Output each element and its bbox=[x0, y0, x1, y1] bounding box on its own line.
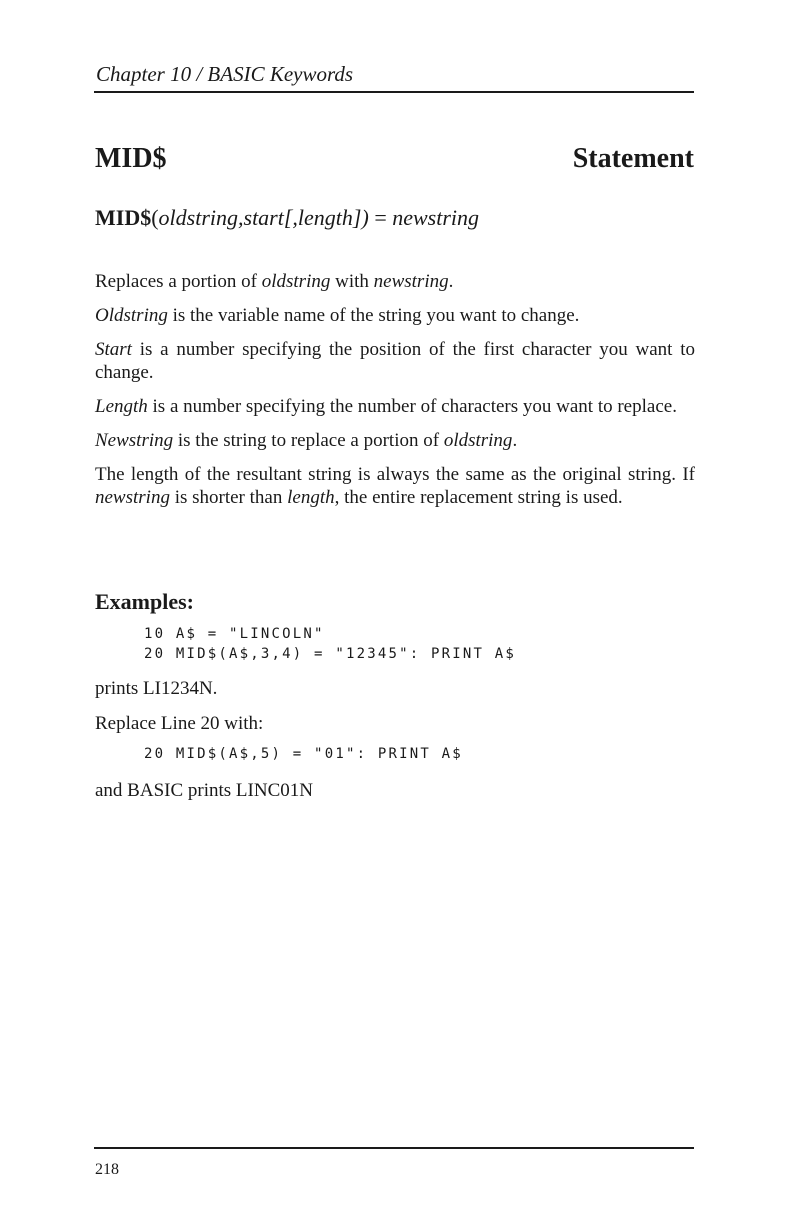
syntax-optional: [,length]) bbox=[283, 205, 369, 230]
code-example-1: 10 A$ = "LINCOLN" 20 MID$(A$,3,4) = "12345": PRINT A$ bbox=[144, 626, 517, 662]
keyword-title: MID$ bbox=[95, 143, 167, 174]
description-paragraph: Start is a number specifying the position of the first character you want to change. bbox=[95, 339, 695, 383]
syntax-line: MID$(oldstring,start[,length]) = newstring bbox=[95, 205, 480, 230]
example-output-1: prints LI1234N. bbox=[95, 678, 218, 699]
example-output-2: and BASIC prints LINC01N bbox=[95, 780, 313, 801]
description-paragraph: Newstring is the string to replace a portion of oldstring. bbox=[95, 430, 518, 451]
syntax-result: newstring bbox=[392, 205, 480, 230]
description-paragraph: Length is a number specifying the number of characters you want to replace. bbox=[95, 396, 677, 417]
description-paragraph: Replaces a portion of oldstring with newstring. bbox=[95, 271, 454, 292]
keyword-type: Statement bbox=[572, 143, 694, 174]
chapter-header: Chapter 10 / BASIC Keywords bbox=[96, 62, 354, 86]
page-number: 218 bbox=[95, 1161, 119, 1178]
description-paragraph: Oldstring is the variable name of the string you want to change. bbox=[95, 305, 580, 326]
description-paragraph: The length of the resultant string is always the same as the original string. If newstring is shorter than length, the entire replacement string is used. bbox=[95, 464, 695, 508]
footer-divider bbox=[94, 1147, 694, 1149]
examples-heading: Examples: bbox=[95, 589, 194, 614]
code-example-2: 20 MID$(A$,5) = "01": PRINT A$ bbox=[144, 746, 463, 762]
syntax-equals: = bbox=[368, 205, 393, 230]
example-instruction: Replace Line 20 with: bbox=[95, 713, 264, 734]
description bbox=[95, 270, 695, 520]
syntax-keyword: MID$ bbox=[95, 205, 152, 230]
header-divider bbox=[94, 91, 694, 93]
syntax-args: oldstring,start bbox=[158, 205, 284, 230]
